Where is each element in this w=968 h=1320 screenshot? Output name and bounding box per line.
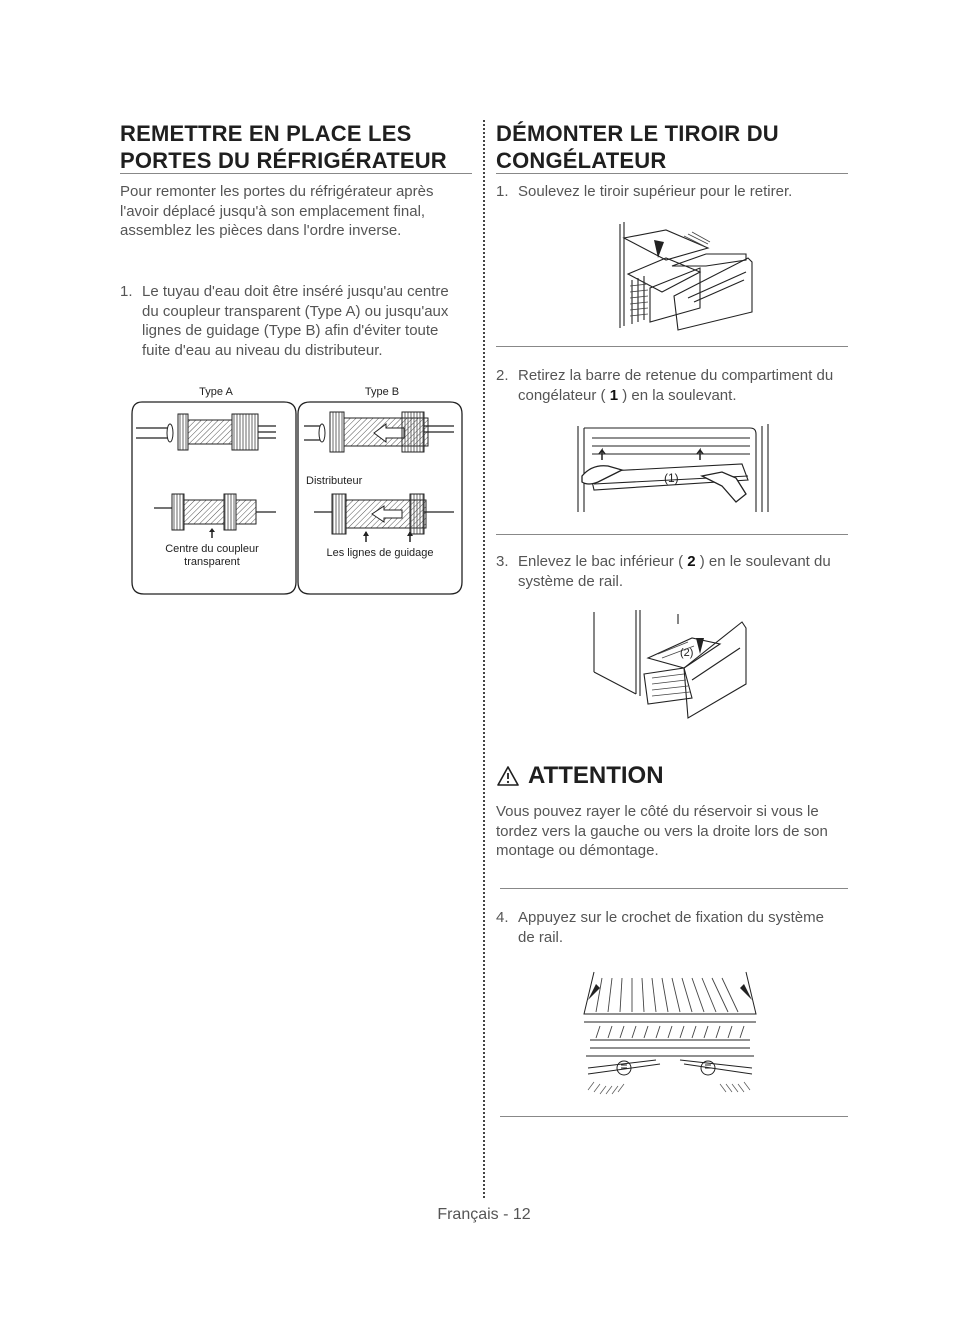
page-footer: Français - 12 (437, 1206, 531, 1223)
intro-line: Pour remonter les portes du réfrigérateur après (120, 183, 434, 200)
left-title-rule (120, 173, 472, 174)
attention-title: ATTENTION (528, 762, 664, 789)
step-text: Soulevez le tiroir supérieur pour le retirer. (518, 183, 793, 200)
column-divider (483, 120, 485, 1198)
warning-triangle-icon (496, 765, 520, 787)
type-b-panel (298, 402, 462, 594)
attention-text (496, 802, 848, 861)
step-number: 4. (496, 909, 509, 926)
attention-line: Vous pouvez rayer le côté du réservoir si vous le (496, 803, 819, 820)
right-step-2 (496, 366, 848, 408)
type-a-label: Type A (199, 386, 233, 398)
rule-after-step4 (500, 1116, 848, 1117)
attention-line: tordez vers la gauche ou vers la droite lors de son (496, 822, 828, 840)
step-line-1 (518, 552, 848, 572)
intro-line: assemblez les pièces dans l'ordre inverse. (120, 222, 402, 239)
rail-hook-figure (580, 964, 760, 1104)
step-line: du coupleur transparent (Type A) ou jusqu'aux (142, 302, 449, 320)
step-number: 1. (496, 183, 509, 200)
coupler-figure (128, 380, 468, 600)
step-bold-number: 2 (687, 553, 696, 570)
step-number: 1. (120, 283, 133, 300)
step-line: fuite d'eau au niveau du distributeur. (142, 341, 383, 359)
step-line-2 (518, 386, 848, 406)
retaining-bar-figure (572, 420, 772, 520)
left-title-line2: PORTES DU RÉFRIGÉRATEUR (120, 148, 447, 173)
fig2-label: (1) (664, 471, 679, 485)
attention-heading (496, 762, 664, 790)
left-intro (120, 182, 470, 241)
step-line: Le tuyau d'eau doit être inséré jusqu'au centre (142, 283, 449, 300)
distributeur-label: Distributeur (306, 475, 363, 487)
centre-coupleur-line2: transparent (184, 556, 240, 568)
right-step-1 (496, 182, 848, 204)
rule-after-step2 (496, 534, 848, 535)
step-text: congélateur ( (518, 386, 610, 404)
fig3-label: (2) (680, 647, 694, 659)
left-section-title (120, 120, 470, 174)
step-line: système de rail. (518, 572, 624, 590)
top-drawer-figure (588, 218, 758, 338)
type-a-panel (132, 402, 296, 594)
left-title-line1: REMETTRE EN PLACE LES (120, 121, 412, 146)
right-title-rule (496, 173, 848, 174)
step-number: 2. (496, 367, 509, 384)
right-step-3 (496, 552, 848, 594)
right-title-line1: DÉMONTER LE TIROIR DU (496, 121, 779, 146)
step-number: 3. (496, 553, 509, 570)
type-b-label: Type B (364, 386, 400, 398)
centre-coupleur-line1: Centre du coupleur (165, 543, 259, 555)
step-line: Appuyez sur le crochet de fixation du système (518, 909, 824, 926)
left-step-1 (120, 282, 470, 362)
rule-after-attention (500, 888, 848, 889)
intro-line: l'avoir déplacé jusqu'à son emplacement final, (120, 202, 426, 220)
rule-after-step1 (496, 346, 848, 347)
step-line: lignes de guidage (Type B) afin d'éviter toute (142, 322, 439, 339)
step-line: Retirez la barre de retenue du compartiment du (518, 367, 834, 384)
step-text: ) en le soulevant du (695, 553, 831, 570)
lower-bin-figure (588, 604, 758, 724)
attention-line: montage ou démontage. (496, 842, 659, 859)
right-step-4 (496, 908, 848, 950)
step-text: ) en la soulevant. (618, 386, 737, 404)
step-bold-number: 1 (609, 386, 619, 404)
guidage-label: Les lignes de guidage (326, 547, 434, 559)
right-section-title (496, 120, 848, 174)
step-text: Enlevez le bac inférieur ( (518, 553, 688, 570)
right-title-line2: CONGÉLATEUR (496, 148, 667, 173)
step-line: de rail. (518, 928, 564, 946)
